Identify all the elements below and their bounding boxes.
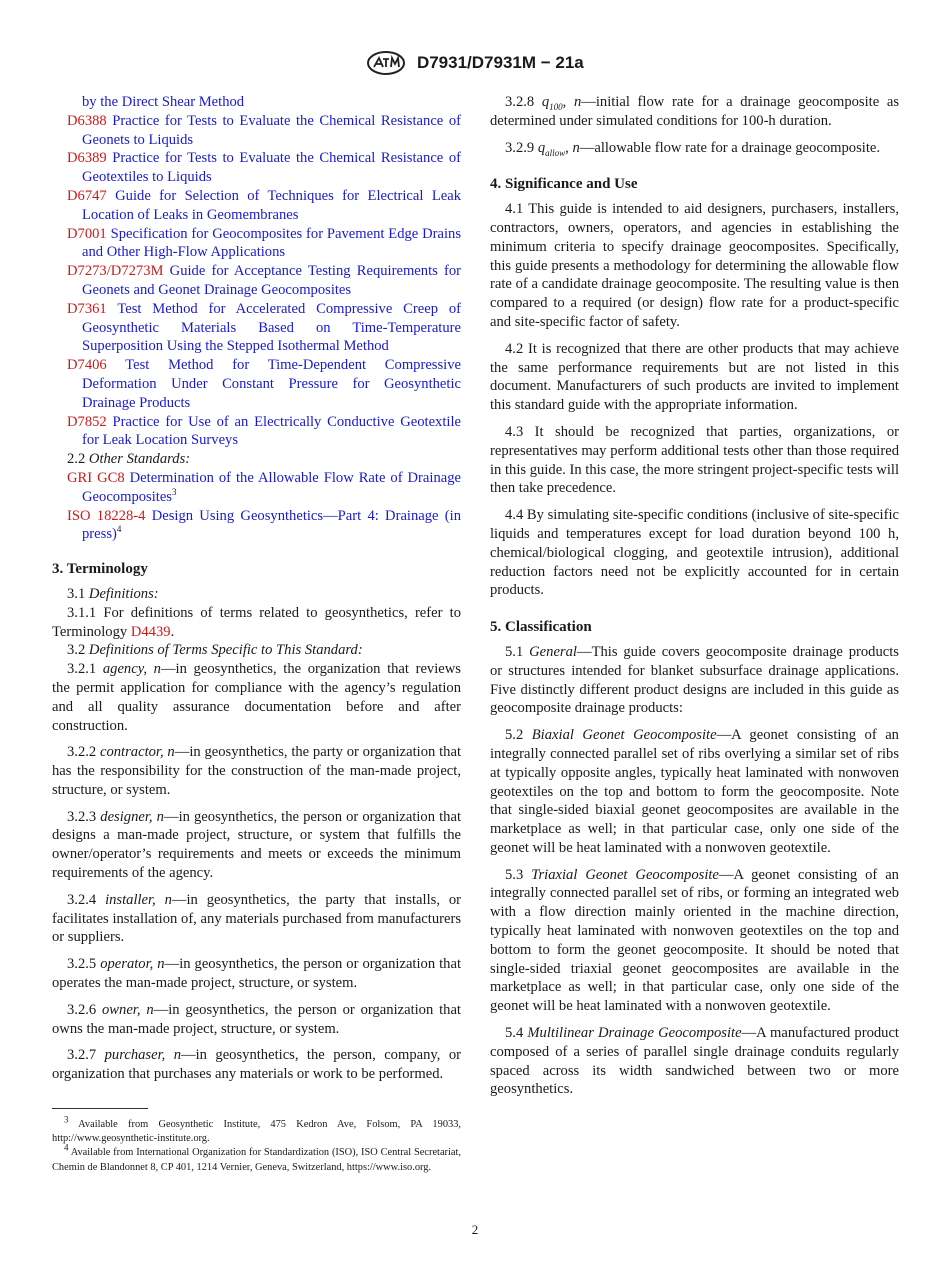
paragraph: 5.4 Multilinear Drainage Geocomposite—A manufactured product composed of a series of parallel single drainage conduits regularly spaced across its width sandwiched between two or more geosynthetics. (490, 1025, 899, 1098)
reference-item: D7852 Practice for Use of an Electrically Conductive Geotextile for Leak Location Surveys (67, 413, 461, 449)
reference-item: by the Direct Shear Method (82, 94, 245, 110)
definition: 3.2.3 designer, n—in geosynthetics, the person or organization that designs a man-made project, structure, or system that fulfills the owner/operator’s requirements and meets or exceeds the minimum requirements of the agency. (52, 808, 461, 882)
right-column (490, 93, 899, 1099)
paragraph: 4.3 It should be recognized that parties, organizations, or representatives may perform additional tests other than those required in this guide. In this case, the more stringent project-specific tests will then take precedence. (490, 423, 899, 497)
definition: 3.2.5 operator, n—in geosynthetics, the person or organization that operates the man-made project, structure, or system. (52, 956, 461, 992)
footnotes (52, 1114, 461, 1175)
definition: 3.2.6 owner, n—in geosynthetics, the person or organization that owns the man-made project, structure, or system. (52, 1001, 461, 1037)
definition: 3.2.1 agency, n—in geosynthetics, the organization that reviews the permit application for compliance with the agency’s regulation and all quality assurance documentation before and after construction. (52, 661, 461, 734)
definition: 3.2.7 purchaser, n—in geosynthetics, the person, company, or organization that purchases any materials or work to be performed. (52, 1047, 461, 1083)
section-heading: 5. Classification (490, 619, 592, 636)
reference-item: D6747 Guide for Selection of Techniques for Electrical Leak Location of Leaks in Geomembranes (67, 187, 461, 223)
reference-item: ISO 18228-4 Design Using Geosynthetics—Part 4: Drainage (in press)$^4$ (67, 507, 462, 543)
page-number: 2 (471, 1222, 479, 1237)
paragraph: 4.2 It is recognized that there are other products that may achieve the same performance requirements but are not listed in this document. Manufacturers of such products are invited to implement this standard guide with the appropriate information. (490, 340, 899, 414)
reference-item: D7361 Test Method for Accelerated Compressive Creep of Geosynthetic Materials Based on Time-Temperature Superposition Using the Stepped Isothermal Method (67, 300, 462, 355)
paragraph: 5.1 General—This guide covers geocomposite drainage products or structures intended for blanket subsurface drainage applications. Five distinctly different product designs are included in this guide as geocomposite drainage products: (490, 643, 899, 717)
reference-item: D6388 Practice for Tests to Evaluate the Chemical Resistance of Geonets to Liquids (67, 112, 461, 148)
footnote: $^4$ Available from International Organization for Standardization (ISO), ISO Central Secretariat, Chemin de Blandonnet 8, CP 401, 1214 Vernier, Geneva, Switzerland, https://www.iso.org. (52, 1142, 461, 1173)
left-column (52, 93, 461, 1084)
reference-item: D7406 Test Method for Time-Dependent Compressive Deformation Under Constant Pressure for Geosynthetic Drainage Products (67, 357, 461, 411)
section-heading: 4. Significance and Use (490, 176, 638, 193)
paragraph: 5.3 Triaxial Geonet Geocomposite—A geonet consisting of an integrally connected parallel set of ribs, or forming an integrated web with a flow direction mainly oriented in the machine direction, typically heat laminated with nonwoven geotextiles on the top and bottom to form the geonet geocomposite. It should be noted that single-sided triaxial geonet geocomposites are available in the marketplace as well; in that particular case, only one side of the geonet will be heat laminated with a nonwoven geotextile. (490, 866, 899, 1015)
paragraph: 4.4 By simulating site-specific conditions (inclusive of site-specific liquids and temperatures except for load duration beyond 100 h, chemical/biological clogging, and geotextile intrusion), additional reduction factors need not be explicitly accounted for in certain products. (490, 507, 899, 599)
footnote-divider (52, 1108, 148, 1109)
paragraph: 3.2 Definitions of Terms Specific to This Standard: (67, 642, 363, 659)
footnote: $^3$ Available from Geosynthetic Institute, 475 Kedron Ave, Folsom, PA 19033, http://www.geosynthetic-institute.org. (52, 1114, 461, 1145)
designation: D7931/D7931M − 21a (416, 53, 584, 72)
definition: 3.2.4 installer, n—in geosynthetics, the party that installs, or facilitates installation of, any materials purchased from manufacturers or suppliers. (52, 891, 461, 946)
page-header (0, 50, 950, 76)
reference-item: D7273/D7273M Guide for Acceptance Testing Requirements for Geonets and Geonet Drainage Geocomposites (67, 263, 461, 298)
paragraph: 5.2 Biaxial Geonet Geocomposite—A geonet consisting of an integrally connected parallel set of ribs overlying a similar set of ribs at typically opposite angles, typically heat laminated with nonwoven geotextiles on the top and bottom to form the geocomposite. Note that single-sided biaxial geonet geocomposites are available in the marketplace as well; in that particular case, only one side of the geonet will be heat laminated with a nonwoven geotextile. (490, 727, 899, 856)
definition: 3.2.9 $q_{allow}$, n—allowable flow rate for a drainage geocomposite. (505, 139, 881, 158)
paragraph: 3.1.1 For definitions of terms related to geosynthetics, refer to Terminology D4439. (52, 604, 461, 640)
definition: 3.2.2 contractor, n—in geosynthetics, the party or organization that has the responsibility for the construction of the man-made project, structure, or system. (52, 744, 461, 798)
astm-logo-icon (366, 50, 406, 76)
definition: 3.2.8 $q_{100}$, n—initial flow rate for a drainage geocomposite as determined under simulated conditions for 100-h duration. (490, 94, 900, 129)
reference-item: D7001 Specification for Geocomposites for Pavement Edge Drains and Other High-Flow Applications (67, 225, 462, 261)
reference-item: GRI GC8 Determination of the Allowable Flow Rate of Drainage Geocomposites$^3$ (67, 469, 461, 505)
paragraph: 4.1 This guide is intended to aid designers, purchasers, installers, contractors, owners, operators, and agencies in establishing the minimum criteria to specify drainage geocomposites. Specifically, this guide presents a methodology for determining the allowable flow rate of a candidate drainage geocomposite. The resulting value is then compared to a required (or design) flow rate for a product-specific and site-specific factor of safety. (490, 201, 899, 330)
section-heading: 3. Terminology (52, 561, 148, 578)
other-standards-heading: 2.2 Other Standards: (67, 451, 191, 468)
reference-item: D6389 Practice for Tests to Evaluate the Chemical Resistance of Geotextiles to Liquids (67, 150, 461, 186)
paragraph: 3.1 Definitions: (67, 585, 159, 602)
